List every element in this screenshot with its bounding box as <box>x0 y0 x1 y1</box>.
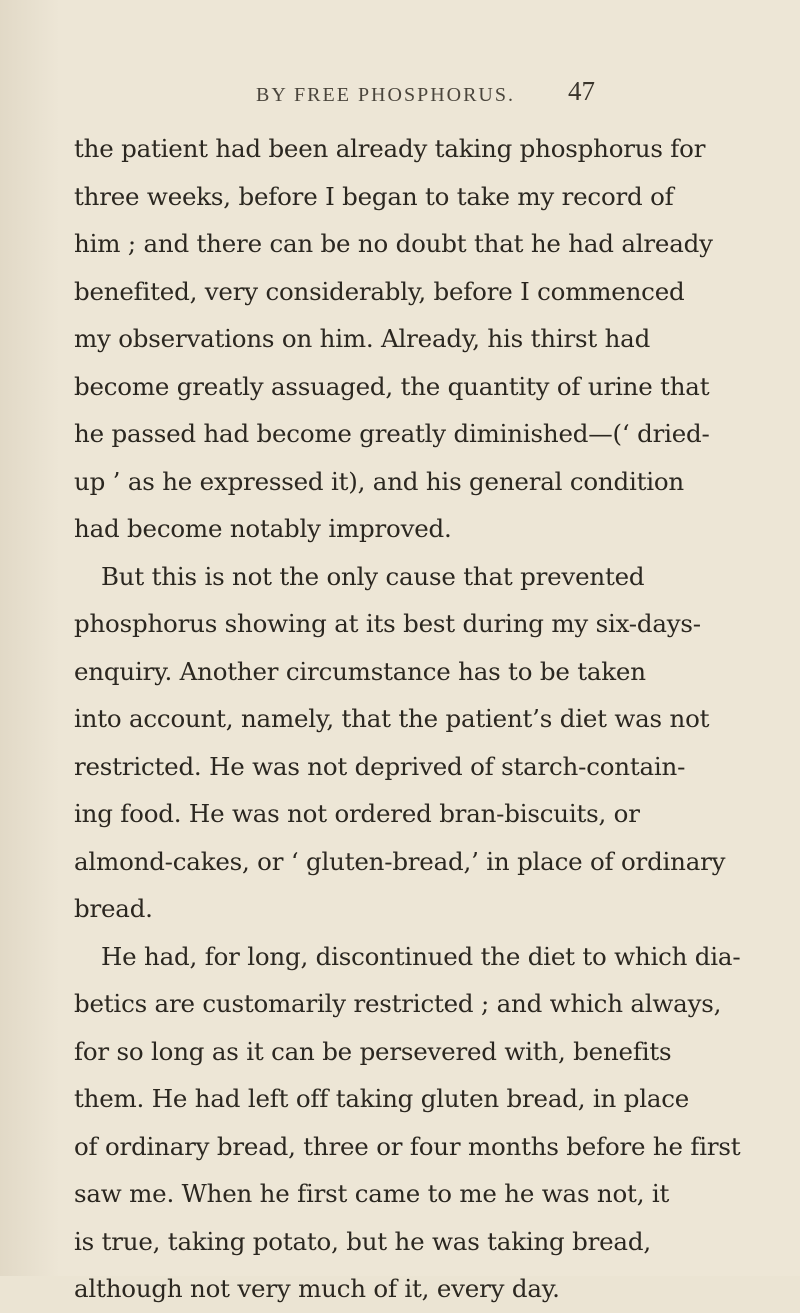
text-line: of ordinary bread, three or four months before he first <box>74 1131 741 1161</box>
text-line: had become notably improved. <box>74 514 452 543</box>
body-text <box>74 125 741 1313</box>
text-line: benefited, very considerably, before I commenced <box>74 276 685 306</box>
text-line: restricted. He was not deprived of starch-contain- <box>74 751 686 781</box>
text-line: bread. <box>74 894 153 923</box>
text-line: the patient had been already taking phosphorus for <box>74 134 706 163</box>
running-title: BY FREE PHOSPHORUS. <box>256 84 515 106</box>
text-line: he passed had become greatly diminished—(‘ dried- <box>74 419 710 448</box>
text-line: almond-cakes, or ‘ gluten-bread,’ in place of ordinary <box>74 846 726 876</box>
text-line: up ’ as he expressed it), and his general condition <box>74 466 685 496</box>
text-line: into account, namely, that the patient’s diet was not <box>74 704 710 733</box>
text-line: although not very much of it, every day. <box>74 1274 560 1303</box>
running-head <box>0 76 800 120</box>
text-line: for so long as it can be persevered with, benefits <box>74 1036 672 1066</box>
text-line: my observations on him. Already, his thirst had <box>74 324 651 353</box>
text-line: enquiry. Another circumstance has to be taken <box>74 656 646 686</box>
text-line: betics are customarily restricted ; and which always, <box>74 989 722 1018</box>
text-line: ing food. He was not ordered bran-biscuits, or <box>74 799 640 828</box>
text-line: saw me. When he first came to me he was not, it <box>74 1179 670 1208</box>
text-line: three weeks, before I began to take my record of <box>74 181 674 211</box>
text-line: is true, taking potato, but he was taking bread, <box>74 1226 651 1256</box>
paragraph-start-line: He had, for long, discontinued the diet to which dia- <box>101 941 741 971</box>
text-line: become greatly assuaged, the quantity of urine that <box>74 371 710 401</box>
text-line: phosphorus showing at its best during my six-days- <box>74 609 701 638</box>
text-line: him ; and there can be no doubt that he had already <box>74 229 713 258</box>
page-number: 47 <box>568 76 595 106</box>
text-line: them. He had left off taking gluten bread, in place <box>74 1084 690 1113</box>
paragraph-start-line: But this is not the only cause that prevented <box>101 561 645 591</box>
